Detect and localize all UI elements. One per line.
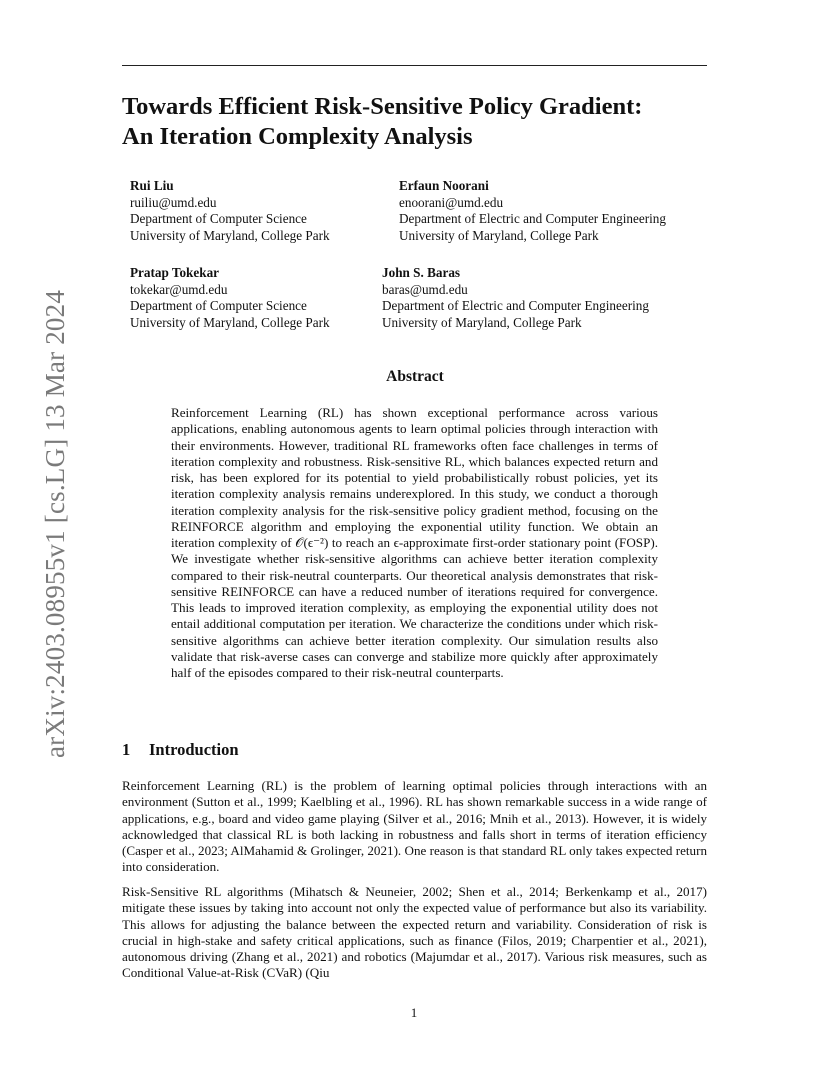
author-department: Department of Computer Science xyxy=(130,298,307,313)
abstract-heading-text: Abstract xyxy=(386,368,444,385)
body-paragraph-1: Reinforcement Learning (RL) is the problem of learning optimal policies through interactions with an environment (Sutton et al., 1999; Kaelbling et al., 1996). RL has shown remarkable success in a wide range of applications, e.g., board and video game playing (Silver et al., 2016; Mnih et al., 2013). However, it is widely acknowledged that classical RL is both lacking in robustness and falls short in terms of iteration efficiency (Casper et al., 2023; AlMahamid & Grolinger, 2021). One reason is that standard RL only takes expected return into consideration. xyxy=(122,778,707,875)
author-name: Erfaun Noorani xyxy=(399,178,489,193)
paper-title xyxy=(122,92,722,152)
abstract-heading xyxy=(0,368,828,386)
author-email: baras@umd.edu xyxy=(382,281,468,297)
title-line-1: Towards Efficient Risk-Sensitive Policy Gradient: xyxy=(122,93,643,120)
author-affiliation: University of Maryland, College Park xyxy=(130,314,330,330)
author-name: John S. Baras xyxy=(382,265,461,280)
abstract-text: Reinforcement Learning (RL) has shown exceptional performance across various applications, enabling autonomous agents to learn optimal policies through interaction with their environments. However, traditional RL frameworks often face challenges in terms of iteration complexity and robustness. Risk-sensitive RL, which balances expected return and risk, has been explored for its potential to yield probabilistically robust policies, yet its iteration complexity analysis remains underexplored. In this study, we conduct a thorough iteration complexity analysis for the risk-sensitive policy gradient method, focusing on the REINFORCE algorithm and employing the exponential utility function. We obtain an iteration complexity of 𝒪(ϵ⁻²) to reach an ϵ-approximate first-order stationary point (FOSP). We investigate whether risk-sensitive algorithms can achieve better iteration complexity compared to their risk-neutral counterparts. Our theoretical analysis demonstrates that risk-sensitive REINFORCE can have a reduced number of iterations required for convergence. This leads to improved iteration complexity, as employing the exponential utility does not entail additional computation per iteration. We characterize the conditions under which risk-sensitive algorithms can achieve better iteration complexity. Our simulation results also validate that risk-averse cases can converge and stabilize more quickly after approximately half of the episodes compared to their risk-neutral counterparts. xyxy=(171,405,658,680)
author-affiliation: University of Maryland, College Park xyxy=(382,314,582,330)
author-block-3 xyxy=(130,265,330,331)
section-title: Introduction xyxy=(149,740,239,759)
author-block-4 xyxy=(382,265,649,331)
author-email: tokekar@umd.edu xyxy=(130,281,228,297)
author-affiliation: University of Maryland, College Park xyxy=(130,227,330,243)
author-block-2 xyxy=(399,178,666,244)
author-department: Department of Electric and Computer Engineering xyxy=(399,211,666,226)
author-name: Rui Liu xyxy=(130,178,174,193)
top-rule xyxy=(122,65,707,66)
author-department: Department of Computer Science xyxy=(130,211,307,226)
title-line-2: An Iteration Complexity Analysis xyxy=(122,123,473,150)
author-block-1 xyxy=(130,178,330,244)
section-heading-introduction xyxy=(122,740,239,760)
author-name: Pratap Tokekar xyxy=(130,265,220,280)
arxiv-identifier: arXiv:2403.08955v1 [cs.LG] 13 Mar 2024 xyxy=(40,289,70,758)
author-email: ruiliu@umd.edu xyxy=(130,194,217,210)
body-paragraph-2: Risk-Sensitive RL algorithms (Mihatsch & Neuneier, 2002; Shen et al., 2014; Berkenkamp et al., 2017) mitigate these issues by taking into account not only the expected value of performance but also its variability. This allows for adjusting the balance between the expected return and variability. Consideration of risk is crucial in high-stake and safety critical applications, such as finance (Filos, 2019; Charpentier et al., 2021), autonomous driving (Zhang et al., 2021) and robotics (Majumdar et al., 2017). Various risk measures, such as Conditional Value-at-Risk (CVaR) (Qiu xyxy=(122,884,707,981)
author-affiliation: University of Maryland, College Park xyxy=(399,227,599,243)
section-number: 1 xyxy=(122,740,131,759)
author-department: Department of Electric and Computer Engineering xyxy=(382,298,649,313)
author-email: enoorani@umd.edu xyxy=(399,194,504,210)
page-number: 1 xyxy=(410,1005,418,1020)
